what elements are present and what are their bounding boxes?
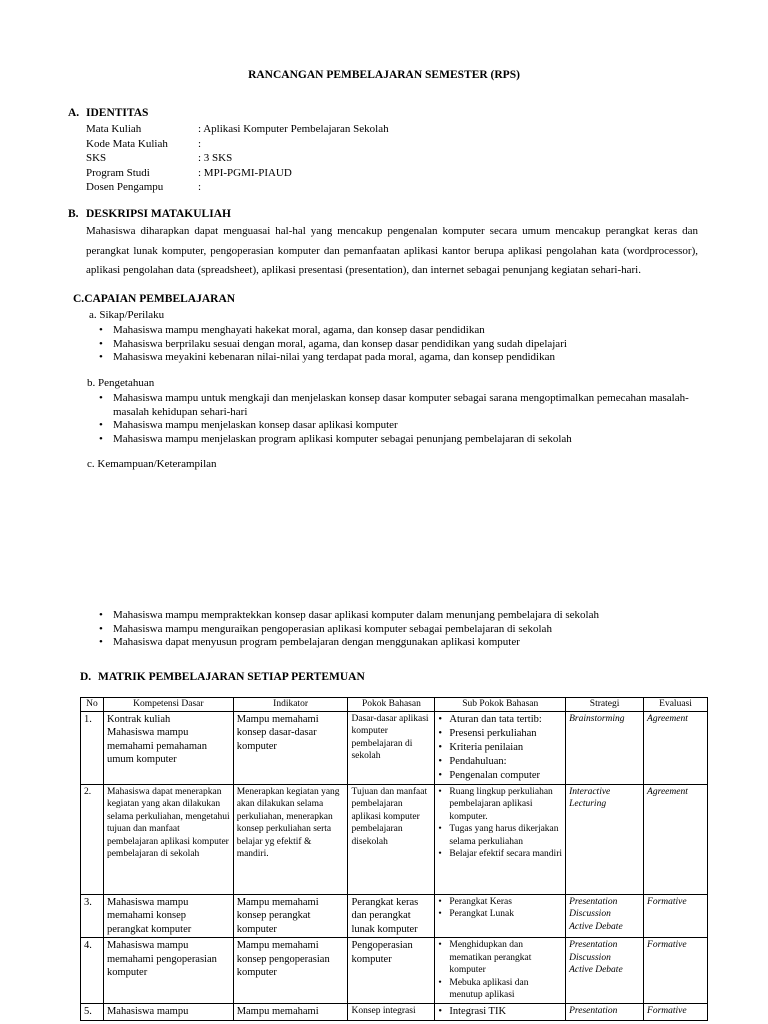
- table-row: [81, 894, 708, 938]
- sub-list: [438, 713, 562, 783]
- cell-strategi: Interactive Lecturing: [566, 784, 644, 894]
- table-row: [81, 711, 708, 784]
- identitas-key: Program Studi: [86, 166, 150, 179]
- list-item: • Mahasiswa mampu mempraktekkan konsep dasar aplikasi komputer dalam menunjang pembelajara di sekolah: [99, 609, 705, 623]
- identitas-value: :: [198, 137, 202, 150]
- cell-no: 2.: [81, 784, 104, 894]
- section-title: MATRIK PEMBELAJARAN SETIAP PERTEMUAN: [98, 671, 365, 683]
- list-item: • Presensi perkuliahan: [438, 727, 562, 741]
- cell-pokok: Dasar-dasar aplikasi komputer pembelajaran di sekolah: [348, 711, 435, 784]
- cell-indikator: Mampu memahami: [233, 1003, 348, 1020]
- column-header: Sub Pokok Bahasan: [435, 698, 566, 712]
- list-item: • Mahasiswa meyakini kebenaran nilai-nilai yang terdapat pada moral, agama, dan konsep pendidikan: [99, 351, 699, 365]
- cell-evaluasi: Formative: [644, 894, 708, 938]
- pengetahuan-list: [99, 392, 705, 446]
- identitas-row: [86, 137, 389, 152]
- table-row: [81, 938, 708, 1004]
- cell-pokok: Perangkat keras dan perangkat lunak komputer: [348, 894, 435, 938]
- matrik-table: [80, 697, 708, 1021]
- identitas-value: : MPI-PGMI-PIAUD: [198, 166, 292, 179]
- list-item: • Mahasiswa mampu menghayati hakekat moral, agama, dan konsep dasar pendidikan: [99, 324, 699, 338]
- table-row: [81, 784, 708, 894]
- cell-no: 5.: [81, 1003, 104, 1020]
- cell-kompetensi: Kontrak kuliah Mahasiswa mampu memahami pemahaman umum komputer: [103, 711, 233, 784]
- cell-kompetensi: Mahasiswa mampu: [103, 1003, 233, 1020]
- sikap-list: [99, 324, 699, 365]
- list-item: • Menghidupkan dan mematikan perangkat komputer: [438, 939, 562, 977]
- list-item: • Mahasiswa mampu menjelaskan konsep dasar aplikasi komputer: [99, 419, 705, 433]
- cell-sub: [435, 894, 566, 938]
- identitas-key: Dosen Pengampu: [86, 181, 164, 193]
- cell-sub: [435, 784, 566, 894]
- cell-kompetensi: Mahasiswa mampu memahami konsep perangkat komputer: [103, 894, 233, 938]
- section-title: IDENTITAS: [86, 107, 149, 119]
- identitas-value: : Aplikasi Komputer Pembelajaran Sekolah: [198, 123, 389, 135]
- identitas-row: [86, 122, 389, 137]
- cell-strategi: Brainstorming: [566, 711, 644, 784]
- section-title: DESKRIPSI MATAKULIAH: [86, 208, 231, 220]
- table-row: [81, 1003, 708, 1020]
- column-header: Evaluasi: [644, 698, 708, 712]
- list-item: • Tugas yang harus dikerjakan selama perkuliahan: [438, 823, 562, 848]
- section-b-heading: [68, 208, 231, 220]
- list-item: • Mahasiswa berprilaku sesuai dengan moral, agama, dan konsep dasar pendidikan yang sudah dipelajari: [99, 338, 699, 352]
- identitas-value: : 3 SKS: [198, 152, 233, 164]
- section-a-heading: [68, 107, 148, 119]
- identitas-value: :: [198, 181, 202, 193]
- cell-indikator: Menerapkan kegiatan yang akan dilakukan selama perkuliahan, menerapkan konsep perkuliahan serta belajar yg efektif & mandiri.: [233, 784, 348, 894]
- cell-sub: [435, 1003, 566, 1020]
- cell-pokok: Konsep integrasi: [348, 1003, 435, 1020]
- section-title: CAPAIAN PEMBELAJARAN: [84, 293, 236, 305]
- identitas-key: SKS: [86, 152, 107, 164]
- list-item: • Mahasiswa mampu menjelaskan program aplikasi komputer sebagai penunjang pembelajaran di sekolah: [99, 433, 705, 447]
- cell-indikator: Mampu memahami konsep dasar-dasar komputer: [233, 711, 348, 784]
- identitas-row: [86, 180, 389, 195]
- sub-list: [438, 1005, 562, 1019]
- column-header: No: [81, 698, 104, 712]
- section-label: D.: [80, 671, 92, 683]
- list-item: • Mahasiswa mampu menguraikan pengoperasian aplikasi komputer sebagai pembelajaran di sekolah: [99, 623, 705, 637]
- list-item: • Kriteria penilaian: [438, 741, 562, 755]
- identitas-row: [86, 166, 389, 181]
- cell-sub: [435, 938, 566, 1004]
- identitas-row: [86, 151, 389, 166]
- identitas-key: Mata Kuliah: [86, 123, 142, 135]
- cell-pokok: Tujuan dan manfaat pembelajaran aplikasi komputer pembelajaran disekolah: [348, 784, 435, 894]
- sub-list: [438, 896, 562, 921]
- list-item: • Pengenalan computer: [438, 769, 562, 783]
- cell-strategi: Presentation Discussion Active Debate: [566, 894, 644, 938]
- cell-no: 3.: [81, 894, 104, 938]
- list-item: • Perangkat Lunak: [438, 908, 562, 921]
- cell-no: 4.: [81, 938, 104, 1004]
- column-header: Pokok Bahasan: [348, 698, 435, 712]
- cell-evaluasi: Formative: [644, 938, 708, 1004]
- cell-evaluasi: Agreement: [644, 711, 708, 784]
- cell-indikator: Mampu memahami konsep perangkat komputer: [233, 894, 348, 938]
- section-label: A.: [68, 107, 80, 119]
- cell-pokok: Pengoperasian komputer: [348, 938, 435, 1004]
- identitas-key: Kode Mata Kuliah: [86, 137, 168, 150]
- cell-sub: [435, 711, 566, 784]
- pengetahuan-subheading: b. Pengetahuan: [87, 377, 155, 389]
- list-item: • Mahasiswa dapat menyusun program pembelajaran dengan menggunakan aplikasi komputer: [99, 636, 705, 650]
- list-item: • Perangkat Keras: [438, 896, 562, 909]
- list-item: • Aturan dan tata tertib:: [438, 713, 562, 727]
- document-title: RANCANGAN PEMBELAJARAN SEMESTER (RPS): [248, 69, 520, 81]
- keterampilan-list: [99, 609, 705, 650]
- keterampilan-subheading: c. Kemampuan/Keterampilan: [87, 458, 217, 470]
- column-header: Kompetensi Dasar: [103, 698, 233, 712]
- list-item: • Belajar efektif secara mandiri: [438, 848, 562, 861]
- identitas-table: [86, 122, 389, 195]
- cell-strategi: Presentation Discussion Active Debate: [566, 938, 644, 1004]
- cell-kompetensi: Mahasiswa mampu memahami pengoperasian komputer: [103, 938, 233, 1004]
- column-header: Strategi: [566, 698, 644, 712]
- section-label: C.: [73, 293, 85, 305]
- section-label: B.: [68, 208, 79, 220]
- column-header: Indikator: [233, 698, 348, 712]
- list-item: • Pendahuluan:: [438, 755, 562, 769]
- cell-kompetensi: Mahasiswa dapat menerapkan kegiatan yang akan dilakukan selama perkuliahan, mengetahui tujuan dan manfaat pembelajaran aplikasi komputer pembelajaran di sekolah: [103, 784, 233, 894]
- sub-list: [438, 939, 562, 1002]
- cell-evaluasi: Formative: [644, 1003, 708, 1020]
- sikap-subheading: a. Sikap/Perilaku: [89, 309, 165, 321]
- cell-strategi: Presentation: [566, 1003, 644, 1020]
- list-item: • Mahasiswa mampu untuk mengkaji dan menjelaskan konsep dasar komputer sebagai sarana mengoptimalkan pemecahan masalah-masalah kehidupan sehari-hari: [99, 392, 705, 419]
- list-item: • Integrasi TIK: [438, 1005, 562, 1019]
- deskripsi-paragraph: Mahasiswa diharapkan dapat menguasai hal-hal yang mencakup pengenalan komputer secara umum mencakup perangkat keras dan perangkat lunak komputer, pengoperasian komputer dan pemanfaatan aplikasi kantor berupa aplikasi pengolahan kata (wordprocessor), aplikasi pengolahan data (spreadsheet), aplikasi presentasi (presentation), dan internet sebagai penunjang kegiatan sehari-hari.: [86, 225, 698, 276]
- list-item: • Ruang lingkup perkuliahan pembelajaran aplikasi komputer.: [438, 786, 562, 824]
- list-item: • Mebuka aplikasi dan menutup aplikasi: [438, 977, 562, 1002]
- cell-no: 1.: [81, 711, 104, 784]
- section-d-heading: [80, 671, 365, 683]
- cell-indikator: Mampu memahami konsep pengoperasian komputer: [233, 938, 348, 1004]
- cell-evaluasi: Agreement: [644, 784, 708, 894]
- sub-list: [438, 786, 562, 861]
- section-c-heading: [73, 293, 235, 305]
- table-header-row: [81, 698, 708, 712]
